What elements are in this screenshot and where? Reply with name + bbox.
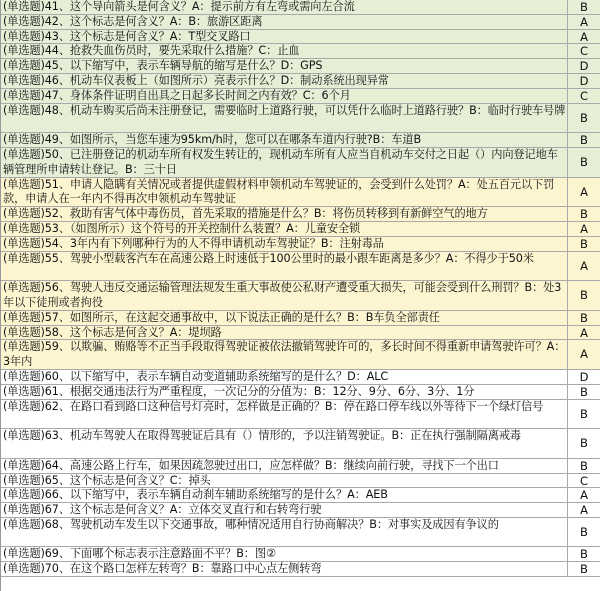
answer-cell: A [580,503,588,518]
table-row [1,488,600,503]
answer-cell: A [580,184,588,199]
table-row [1,518,600,548]
question-cell: (单选题)60、以下缩写中，表示车辆自动变道辅助系统缩写的是什么？D：ALC [1,370,568,384]
answer-cell: A [580,488,588,503]
answer-cell: B [580,110,588,125]
answer-cell: A [580,347,588,362]
question-cell: (单选题)44、抢救失血伤员时，要先采取什么措施？C：止血 [1,44,568,58]
question-cell: (单选题)52、救助有害气体中毒伤员，首先采取的措施是什么？B：将伤员转移到有新鲜空气的地方 [1,207,568,221]
question-cell: (单选题)47、身体条件证明自出具之日起多长时间之内有效？C：6个月 [1,89,568,103]
question-cell: (单选题)66、以下缩写中，表示车辆自动刹车辅助系统缩写的是什么？A：AEB [1,488,568,502]
question-cell: (单选题)46、机动车仪表板上（如图所示）亮表示什么？D：制动系统出现异常 [1,74,568,88]
question-cell: (单选题)49、如图所示，当您车速为95km/h时，您可以在哪条车道内行驶?B：车道B [1,133,568,147]
question-cell: (单选题)63、机动车驾驶人在取得驾驶证后具有（）情形的，予以注销驾驶证。B：正在执行强制隔离戒毒 [1,429,568,458]
answer-cell: A [580,325,588,340]
table-row [1,385,600,400]
question-cell: (单选题)70、在这个路口怎样左转弯？B：靠路口中心点左侧转弯 [1,562,568,576]
table-row [1,222,600,237]
question-cell: (单选题)45、以下缩写中，表示车辆导航的缩写是什么？D：GPS [1,59,568,73]
answer-cell: B [580,524,588,539]
table-row [1,0,600,15]
table-row [1,429,600,459]
table-row [1,44,600,59]
question-cell: (单选题)53、（如图所示）这个符号的开关控制什么装置？A：儿童安全锁 [1,222,568,236]
answer-cell: B [580,406,588,421]
question-cell: (单选题)54、3年内有下列哪种行为的人不得申请机动车驾驶证？B：注射毒品 [1,237,568,251]
answer-cell: D [579,59,589,74]
table-row [1,311,600,326]
answer-cell: C [579,473,589,488]
table-row [1,148,600,178]
table-row [1,207,600,222]
question-cell: (单选题)48、机动车购买后尚未注册登记，需要临时上道路行驶，可以凭什么临时上道路行驶？B：临时行驶车号牌 [1,104,568,133]
answer-cell: C [579,44,589,59]
table-row [1,133,600,148]
table-row [1,104,600,134]
question-cell: (单选题)69、下面哪个标志表示注意路面不平？B：图② [1,547,568,561]
table-row [1,326,600,341]
table-row [1,178,600,208]
question-cell: (单选题)67、这个标志是何含义？A：立体交叉直行和右转弯行驶 [1,503,568,517]
table-row [1,340,600,370]
table-row [1,400,600,430]
table-row [1,503,600,518]
question-cell: (单选题)59、以欺骗、贿赂等不正当手段取得驾驶证被依法撤销驾驶许可的，多长时间不得重新申请驾驶许可？A：3年内 [1,340,568,369]
answer-cell: C [579,88,589,103]
table-row [1,474,600,489]
question-cell: (单选题)50、已注册登记的机动车所有权发生转让的，现机动车所有人应当自机动车交付之日起（）内向登记地车辆管理所申请转让登记。B：三十日 [1,148,568,177]
answer-cell: B [580,288,588,303]
question-cell: (单选题)61、根据交通违法行为严重程度，一次记分的分值为：B：12分、9分、6分、3分、1分 [1,385,568,399]
question-cell: (单选题)41、这个导向箭头是何含义？A：提示前方有左弯或需向左合流 [1,0,568,14]
question-cell: (单选题)68、驾驶机动车发生以下交通事故，哪种情况适用自行协商解决？B：对事实及成因有争议的 [1,518,568,547]
answer-cell: B [580,236,588,251]
question-cell: (单选题)51、申请人隐瞒有关情况或者提供虚假材料申领机动车驾驶证的，会受到什么处罚？A：处五百元以下罚款，申请人在一年内不得再次申领机动车驾驶证 [1,178,568,207]
answer-cell: B [580,133,588,148]
table-row [1,370,600,385]
table-row [1,547,600,562]
answer-cell: B [580,436,588,451]
table-row [1,459,600,474]
table-row [1,15,600,30]
table-row [1,59,600,74]
answer-cell: A [580,29,588,44]
answer-cell: A [580,258,588,273]
answer-cell: B [580,154,588,169]
table-row [1,89,600,104]
answer-cell: B [580,207,588,222]
answer-cell: B [580,310,588,325]
answer-cell: B [580,547,588,562]
question-cell: (单选题)42、这个标志是何含义？A：B：旅游区距离 [1,15,568,29]
answer-cell: D [579,369,589,384]
question-cell: (单选题)57、如图所示，在这起交通事故中，以下说法正确的是什么？B：B车负全部责任 [1,311,568,325]
answer-cell: D [579,73,589,88]
answer-cell: A [580,14,588,29]
answer-cell: B [580,0,588,14]
question-cell: (单选题)58、这个标志是何含义？A：堤坝路 [1,326,568,340]
table-row [1,74,600,89]
question-cell: (单选题)43、这个标志是何含义？A：T型交叉路口 [1,30,568,44]
question-cell: (单选题)56、驾驶人违反交通运输管理法规发生重大事故使公私财产遭受重大损失，可能会受到什么刑罚？B：处3年以下徒刑或者拘役 [1,281,568,310]
table-row [1,237,600,252]
table-row [1,281,600,311]
table-row [1,562,600,577]
question-cell: (单选题)62、在路口看到路口这种信号灯亮时，怎样做是正确的？B：停在路口停车线以外等待下一个绿灯信号 [1,400,568,429]
question-cell: (单选题)55、驾驶小型载客汽车在高速公路上时速低于100公里时的最小跟车距离是多少？A：不得少于50米 [1,252,568,281]
answer-cell: A [580,221,588,236]
answer-cell: B [580,458,588,473]
table-row [1,30,600,45]
answer-cell: B [580,562,588,577]
question-cell: (单选题)64、高速公路上行车，如果因疏忽驶过出口，应怎样做？B：继续向前行驶，寻找下一个出口 [1,459,568,473]
answer-cell: B [580,384,588,399]
question-cell: (单选题)65、这个标志是何含义？C：掉头 [1,474,568,488]
table-row [1,252,600,282]
